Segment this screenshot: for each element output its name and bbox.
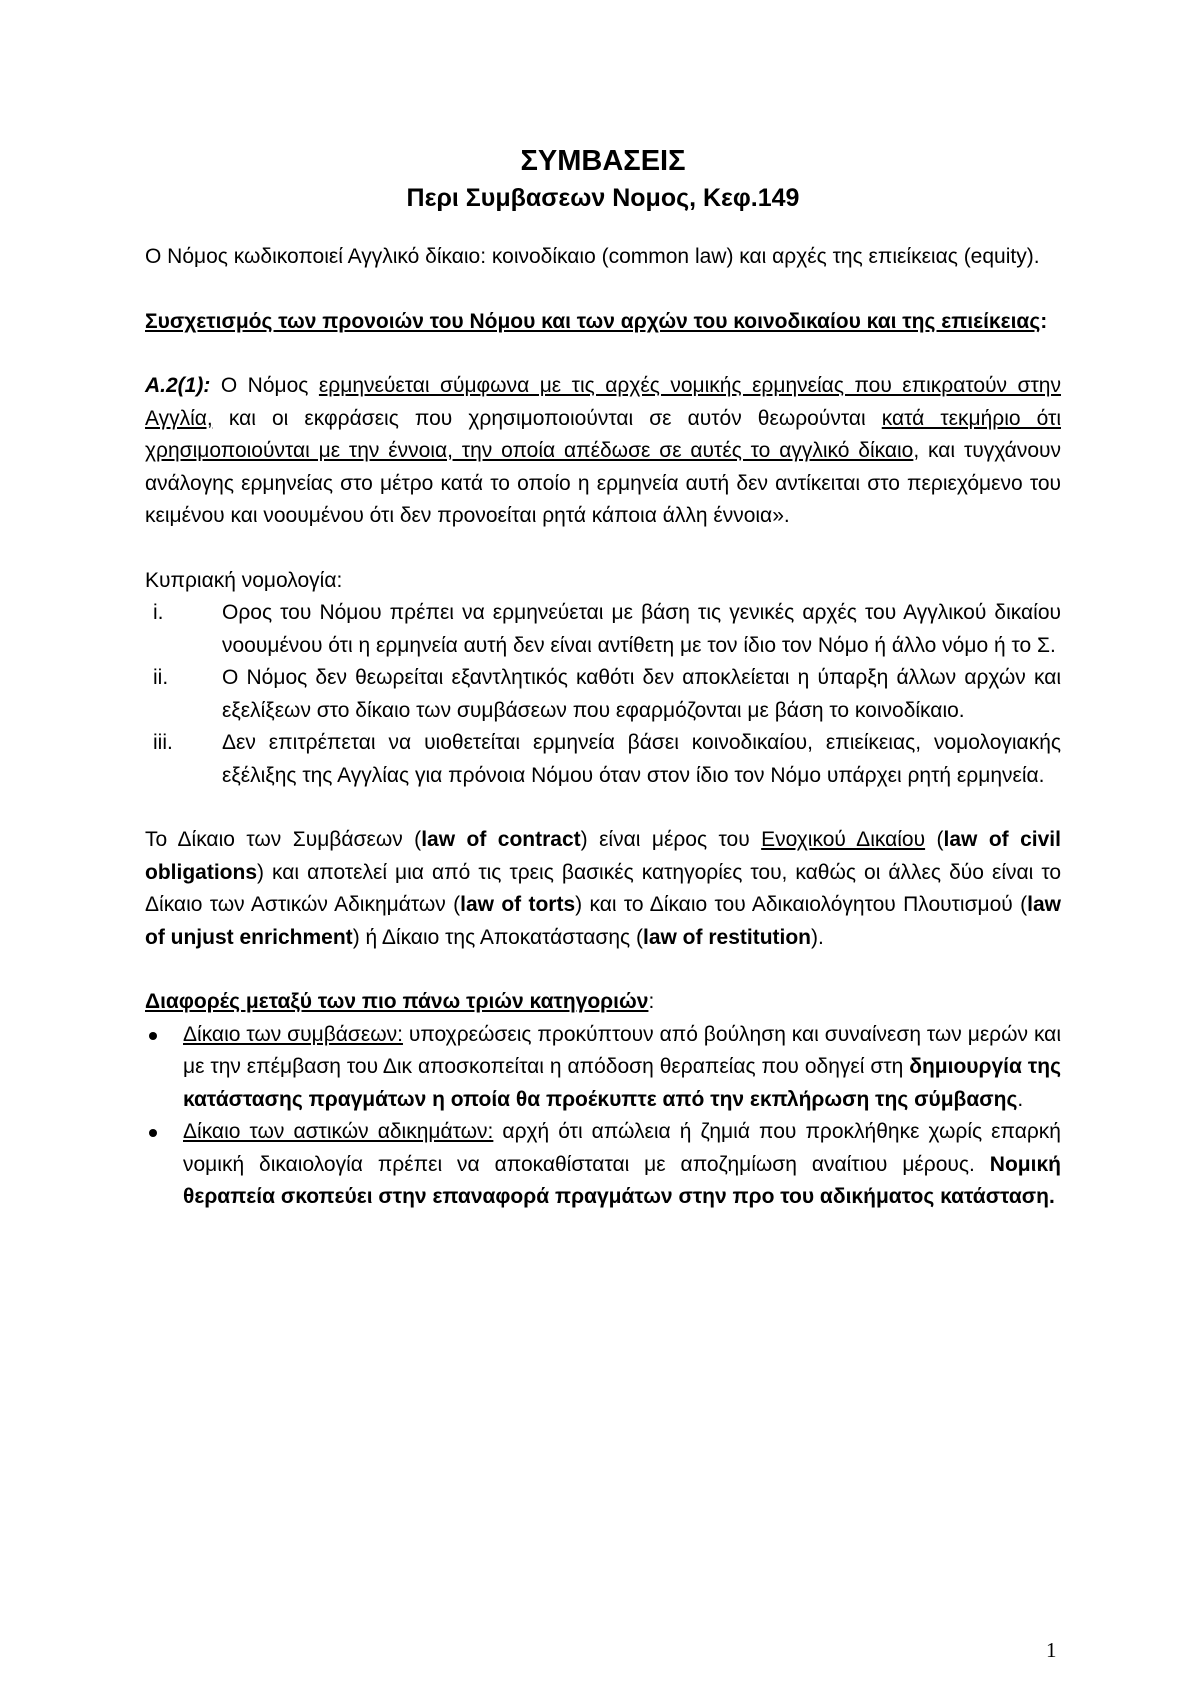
contract-text-7: ). [811,925,824,949]
bullet-underlined: Δίκαιο των συμβάσεων: [183,1022,403,1046]
contract-bold-5: law of restitution [643,925,811,949]
contract-law-paragraph [145,824,1061,954]
bullet-underlined: Δίκαιο των αστικών αδικημάτων: [183,1120,494,1143]
list-item-text: Ορος του Νόμου πρέπει να ερμηνεύεται με βάση τις γενικές αρχές του Αγγλικού δικαίου νοουμένου ότι η ερμηνεία αυτή δεν είναι αντίθετη με τον ίδιο τον Νόμο ή άλλο νόμο ή το Σ. [222,601,1061,657]
list-item-text: Δεν επιτρέπεται να υιοθετείται ερμηνεία βάσει κοινοδικαίου, επιείκειας, νομολογιακής εξέλιξης της Αγγλίας για πρόνοια Νόμου όταν στον ίδιο τον Νόμο υπάρχει ρητή ερμηνεία. [222,731,1061,787]
article-paragraph [145,370,1061,533]
intro-paragraph: Ο Νόμος κωδικοποιεί Αγγλικό δίκαιο: κοινοδίκαιο (common law) και αρχές της επιείκειας (equity). [145,245,1040,268]
bullet-bold: δημιουργία της κατάστασης πραγμάτων η οποία θα προέκυπτε από την εκπλήρωση της σύμβασης [183,1055,1061,1111]
article-text-3: , και τυγχάνουν ανάλογης ερμηνείας στο μέτρο κατά το οποίο η ερμηνεία αυτή δεν αντίκειται στο περιεχόμενο του κειμένου και νοουμένου ότι δεν προνοείται ρητά κάποια άλλη έννοια». [145,439,1061,527]
article-underlined-1: ερμηνεύεται σύμφωνα με τις αρχές νομικής ερμηνείας που επικρατούν στην Αγγλία, [145,374,1061,430]
list-item [145,662,1061,727]
article-text-1: Ο Νόμος [210,374,319,397]
contract-bold-1: law of contract [421,828,581,851]
list-item [145,1019,1061,1117]
contract-underlined-1: Ενοχικού Δικαίου [761,828,926,851]
case-law-heading: Κυπριακή νομολογία: [145,568,343,592]
section-heading-differences-colon: : [648,990,655,1013]
case-law-list [145,597,1061,792]
list-marker: i. [153,601,164,624]
section-heading-differences-text: Διαφορές μεταξύ των πιο πάνω τριών κατηγοριών [145,990,649,1013]
document-subtitle: Περι Συμβασεων Νομος, Κεφ.149 [406,184,800,212]
list-marker: ii. [153,666,169,689]
list-item [145,597,1061,662]
list-item [145,1116,1061,1214]
contract-bold-2: law of civil obligations [145,828,1061,884]
bullet-icon [149,1032,157,1040]
article-text-2: και οι εκφράσεις που χρησιμοποιούνται σε αυτόν θεωρούνται [212,406,882,430]
document-title: ΣΥΜΒΑΣΕΙΣ [520,145,686,177]
contract-bold-3: law of torts [460,893,576,916]
section-heading-relation-text: Συσχετισμός των προνοιών του Νόμου και των αρχών του κοινοδικαίου και της επιείκειας [145,309,1041,333]
list-marker: iii. [153,731,173,754]
contract-text-3: ( [925,828,944,851]
section-heading-differences [145,986,1061,1019]
contract-text-4: ) και αποτελεί μια από τις τρεις βασικές κατηγορίες του, καθώς οι άλλες δύο είναι το Δίκαιο των Αστικών Αδικημάτων ( [145,860,1061,916]
contract-text-1: Το Δίκαιο των Συμβάσεων ( [145,828,422,851]
section-heading-relation [145,306,1061,339]
bullet-bold: Νομική θεραπεία σκοπεύει στην επαναφορά πραγμάτων στην προ του αδικήματος κατάσταση. [183,1152,1061,1208]
list-item-text: Ο Νόμος δεν θεωρείται εξαντλητικός καθότι δεν αποκλείεται η ύπαρξη άλλων αρχών και εξελίξεων στο δίκαιο των συμβάσεων που εφαρμόζονται με βάση το κοινοδίκαιο. [222,666,1061,722]
document-page [145,142,1061,1214]
article-label: A.2(1): [145,374,211,397]
section-heading-relation-colon: : [1040,309,1048,333]
article-underlined-2: κατά τεκμήριο ότι χρησιμοποιούνται με την έννοια, την οποία απέδωσε σε αυτές το αγγλικό δίκαιο [145,406,1061,462]
page-number: 1 [1046,1638,1057,1662]
list-item [145,727,1061,792]
contract-text-5: ) και το Δίκαιο του Αδικαιολόγητου Πλουτισμού ( [575,893,1028,916]
contract-text-2: ) είναι μέρος του [580,828,762,851]
contract-bold-4: law of unjust enrichment [145,893,1061,949]
differences-list [145,1019,1061,1214]
bullet-icon [149,1129,157,1137]
bullet-text: υποχρεώσεις προκύπτουν από βούληση και συναίνεση των μερών και με την επέμβαση του Δικ αποσκοπείται η απόδοση θεραπείας που οδηγεί στη [183,1022,1061,1078]
bullet-end: . [1017,1087,1024,1111]
bullet-text: αρχή ότι απώλεια ή ζημιά που προκλήθηκε χωρίς επαρκή νομική δικαιολογία πρέπει να αποκαθίσταται με αποζημίωση αναίτιου μέρους. [183,1120,1061,1176]
contract-text-6: ) ή Δίκαιο της Αποκατάστασης ( [352,925,643,949]
